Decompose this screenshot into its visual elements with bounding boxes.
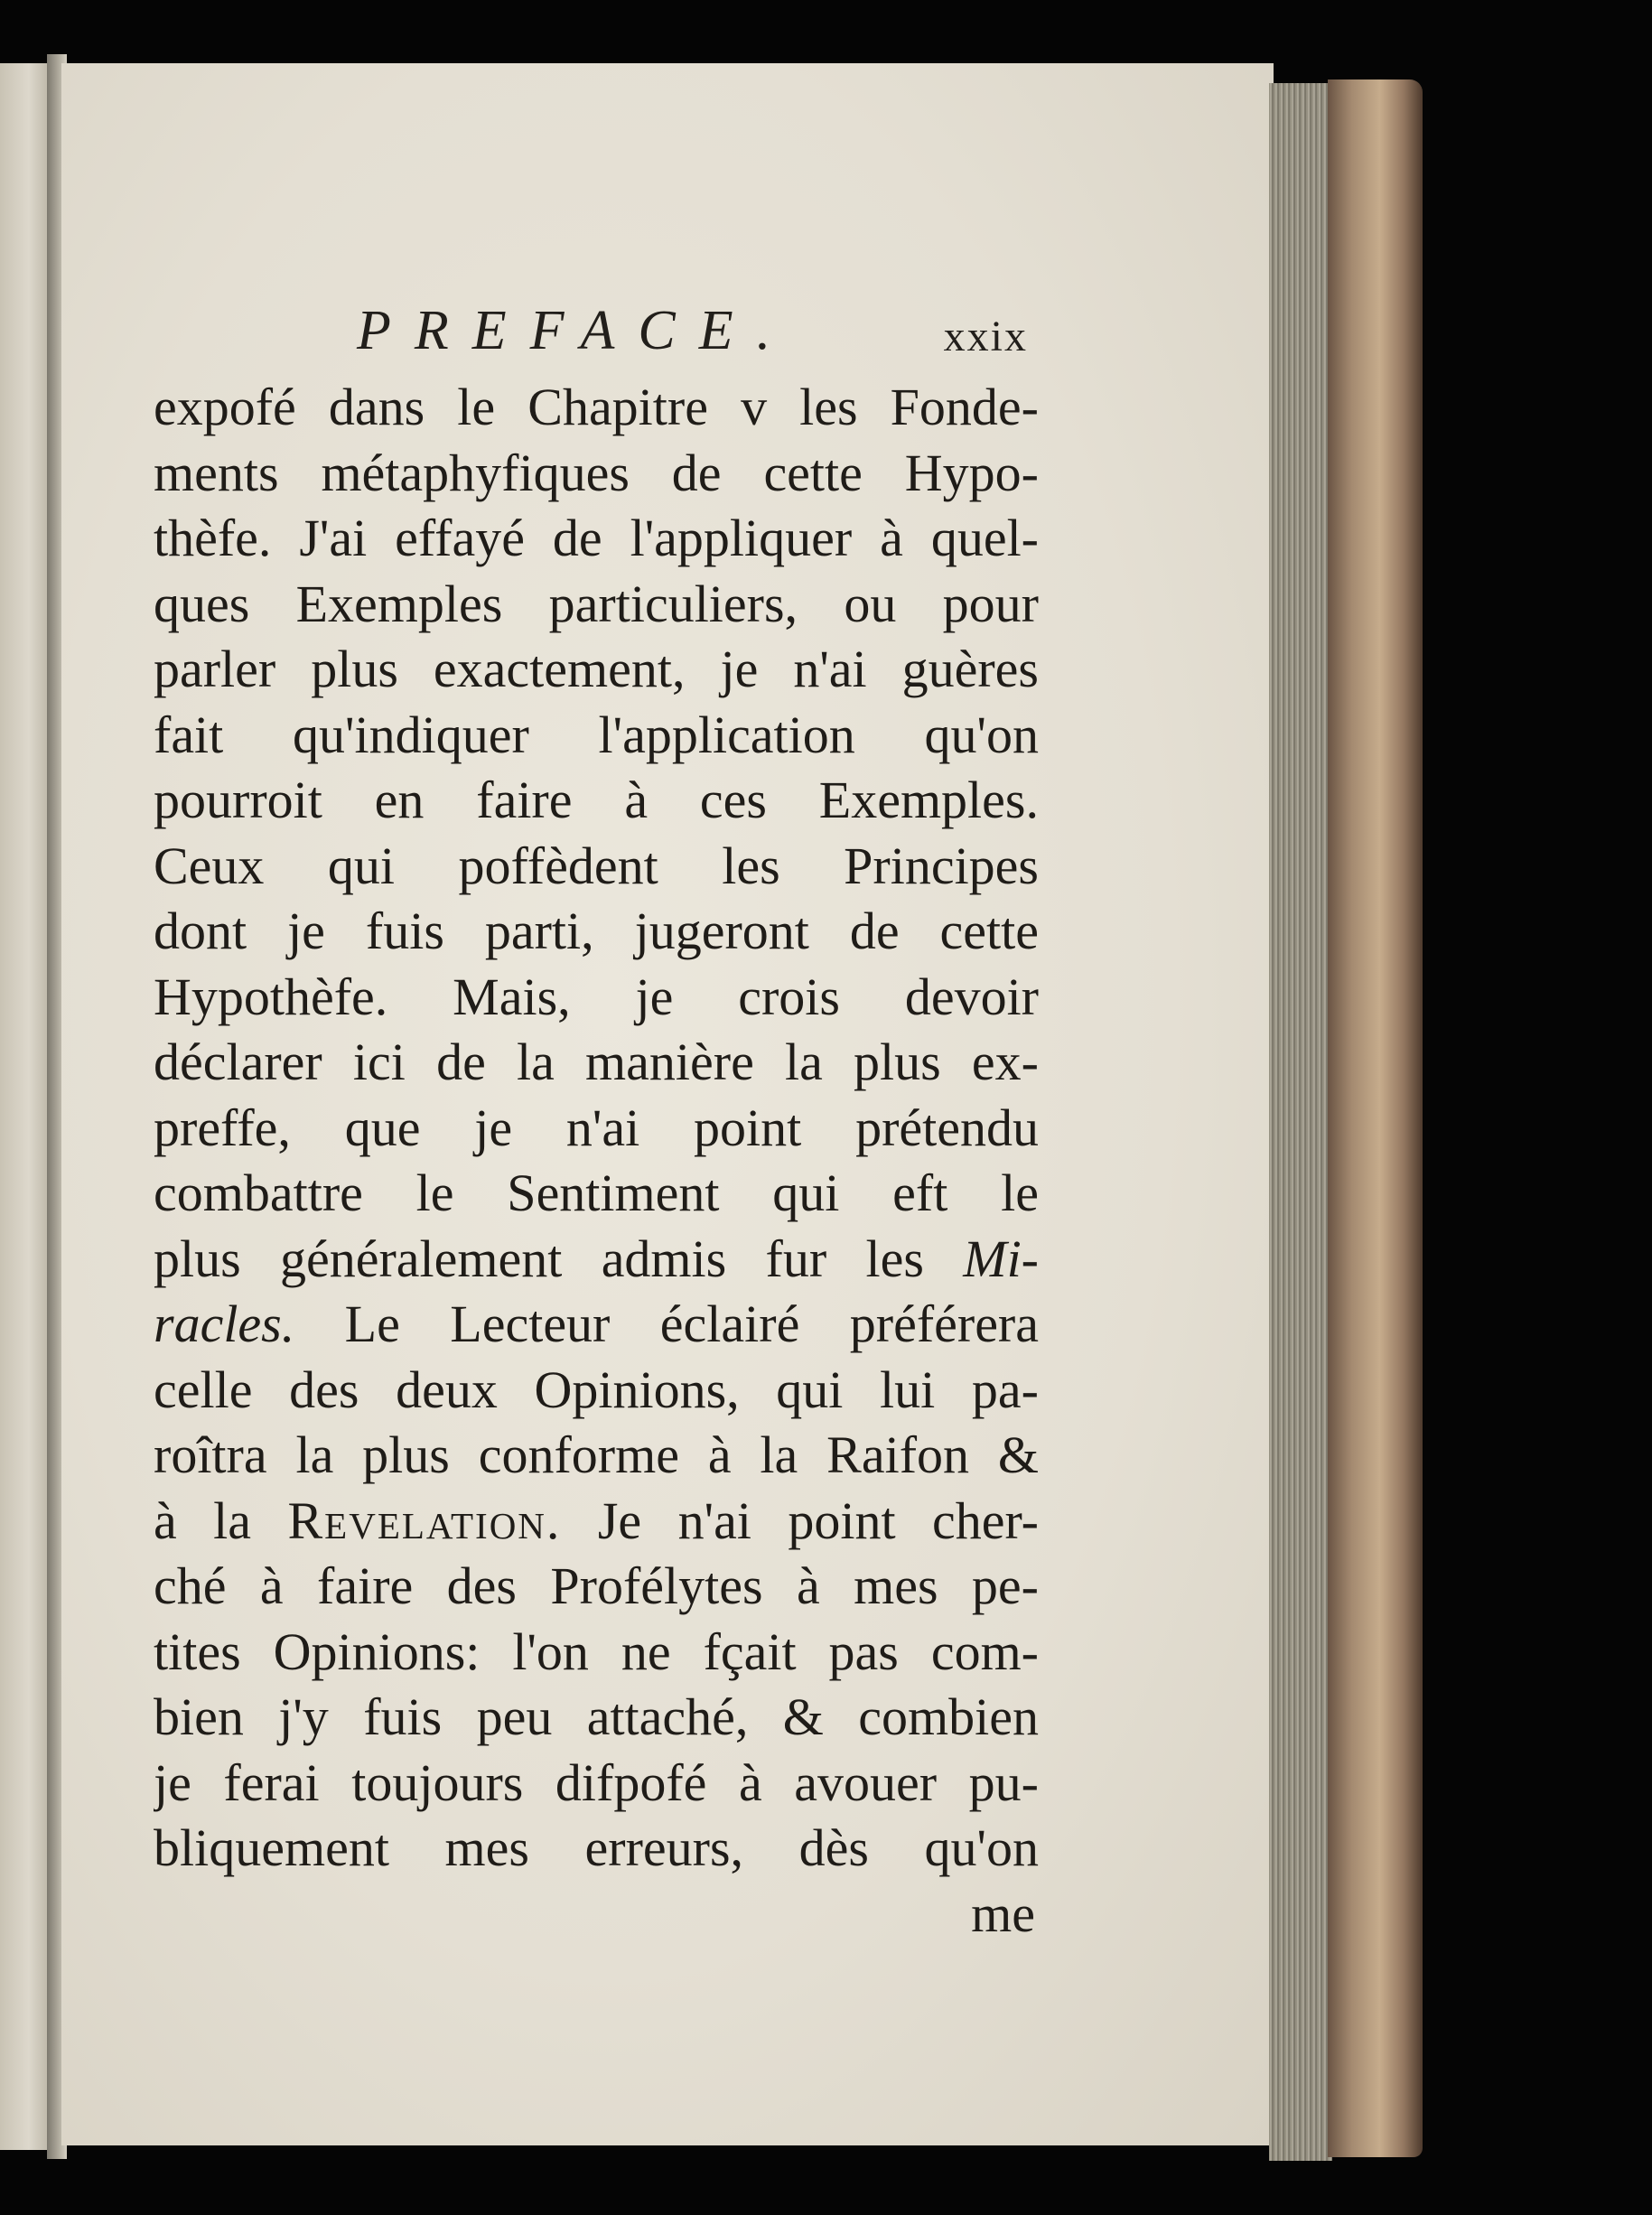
text-segment: Le Lecteur éclairé préférera — [294, 1294, 1039, 1353]
text-line: ché à faire des Profélytes à mes pe- — [154, 1556, 1039, 1615]
text-line: Hypothèfe. Mais, je crois devoir — [154, 967, 1039, 1026]
text-block — [154, 294, 1039, 1947]
italic-segment: racles. — [154, 1294, 295, 1353]
text-line: combattre le Sentiment qui eft le — [154, 1164, 1039, 1222]
book-spine — [1328, 79, 1423, 2157]
text-line: fait qu'indiquer l'application qu'on — [154, 705, 1039, 764]
text-segment: à la — [154, 1491, 288, 1550]
text-line: expofé dans le Chapitre v les Fonde- — [154, 378, 1039, 436]
text-line: je ferai toujours difpofé à avouer pu- — [154, 1752, 1039, 1812]
text-line: roîtra la plus conforme à la Raifon & — [154, 1425, 1039, 1484]
text-line — [154, 1489, 1039, 1555]
catchword: me — [971, 1883, 1035, 1943]
text-line: ques Exemples particuliers, ou pour — [154, 574, 1039, 633]
text-line — [154, 1227, 1039, 1293]
text-line: déclarer ici de la manière la plus ex- — [154, 1033, 1039, 1091]
text-line: dont je fuis parti, jugeront de cette — [154, 902, 1039, 960]
running-title: PREFACE. — [357, 300, 795, 361]
previous-page-edge — [0, 63, 52, 2150]
italic-segment: Mi- — [963, 1229, 1039, 1288]
text-line: bien j'y fuis peu attaché, & combien — [154, 1687, 1039, 1746]
text-line: tites Opinions: l'on ne fçait pas com- — [154, 1622, 1039, 1681]
page-header — [154, 294, 1039, 375]
text-line: parler plus exactement, je n'ai guères — [154, 640, 1039, 698]
text-line: thèfe. J'ai effayé de l'appliquer à quel- — [154, 509, 1039, 567]
text-segment: plus généralement admis fur les — [154, 1229, 924, 1288]
text-segment: Je n'ai point cher- — [561, 1491, 1039, 1550]
text-line: Ceux qui poffèdent les Principes — [154, 836, 1039, 895]
text-line: bliquement mes erreurs, dès qu'on — [154, 1818, 1039, 1877]
text-line: ments métaphyfiques de cette Hypo- — [154, 443, 1039, 502]
text-line: pourroit en faire à ces Exemples. — [154, 771, 1039, 829]
page-number: xxix — [943, 313, 1028, 360]
body-text — [154, 375, 1039, 1882]
text-line: preffe, que je n'ai point prétendu — [154, 1098, 1039, 1157]
text-line — [154, 1292, 1039, 1358]
text-line: celle des deux Opinions, qui lui pa- — [154, 1360, 1039, 1419]
smallcaps-segment: Revelation. — [287, 1491, 562, 1550]
page-edges — [1269, 83, 1332, 2161]
